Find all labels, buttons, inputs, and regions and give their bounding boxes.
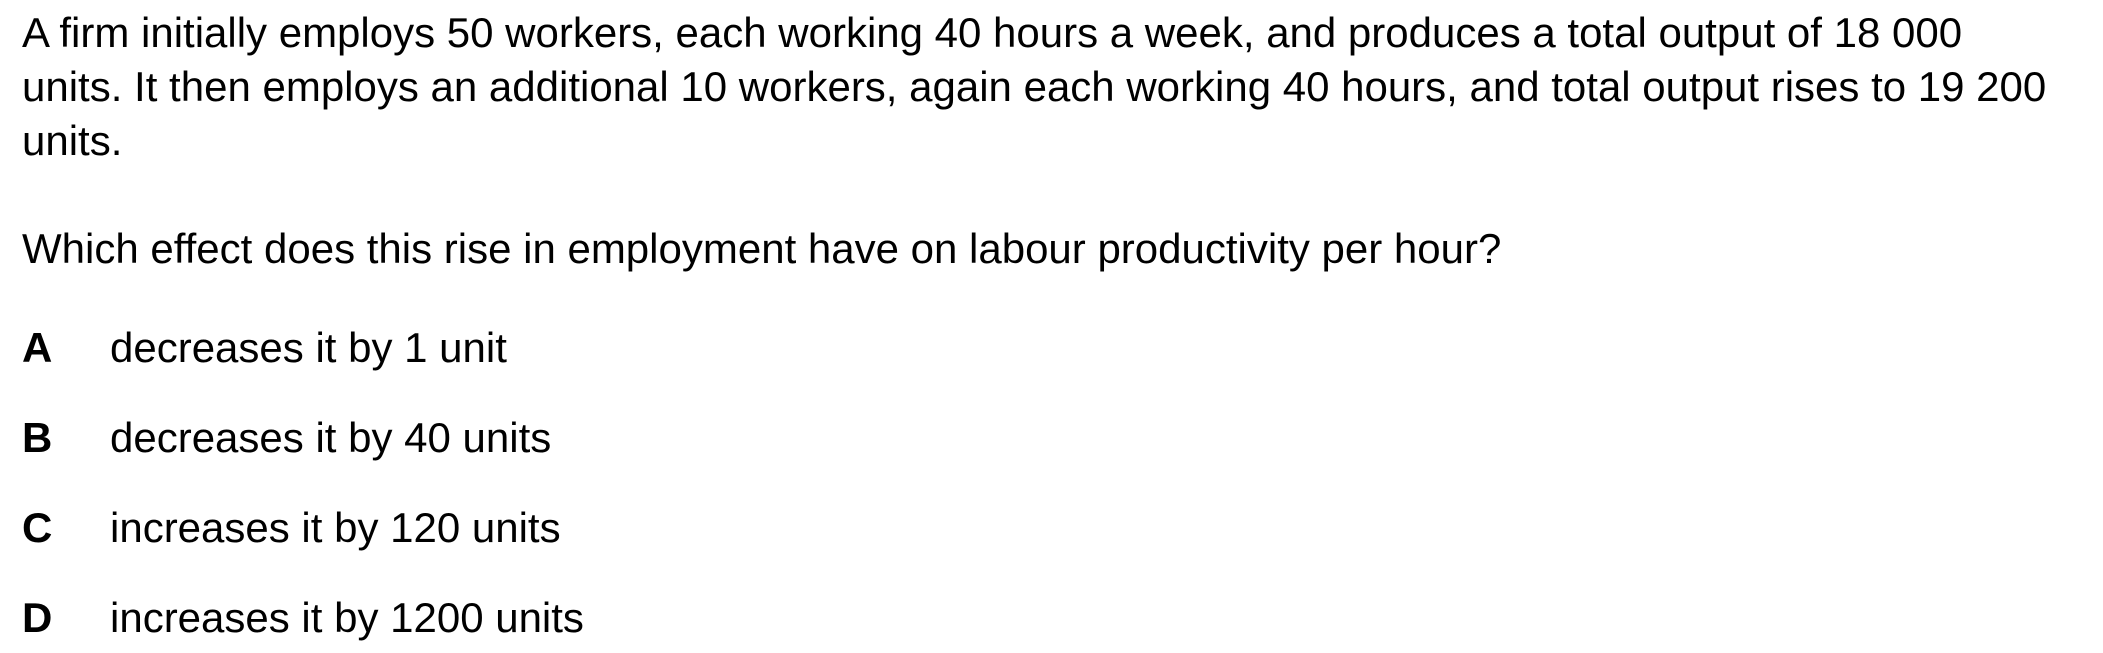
option-letter: A: [22, 324, 53, 371]
option-text: increases it by 120 units: [110, 504, 561, 551]
question-stem: A firm initially employs 50 workers, each working 40 hours a week, and produces a total output of 18 000 units. It then employs an additional 10 workers, again each working 40 hours, and total output rises to 19 200 units.: [22, 9, 2047, 164]
option-text: decreases it by 1 unit: [110, 324, 507, 371]
option-letter: C: [22, 504, 53, 551]
option-letter: B: [22, 414, 53, 461]
option-text: increases it by 1200 units: [110, 594, 584, 641]
option-text: decreases it by 40 units: [110, 414, 552, 461]
option-letter: D: [22, 594, 53, 641]
question-prompt: Which effect does this rise in employment have on labour productivity per hour?: [22, 225, 1502, 272]
